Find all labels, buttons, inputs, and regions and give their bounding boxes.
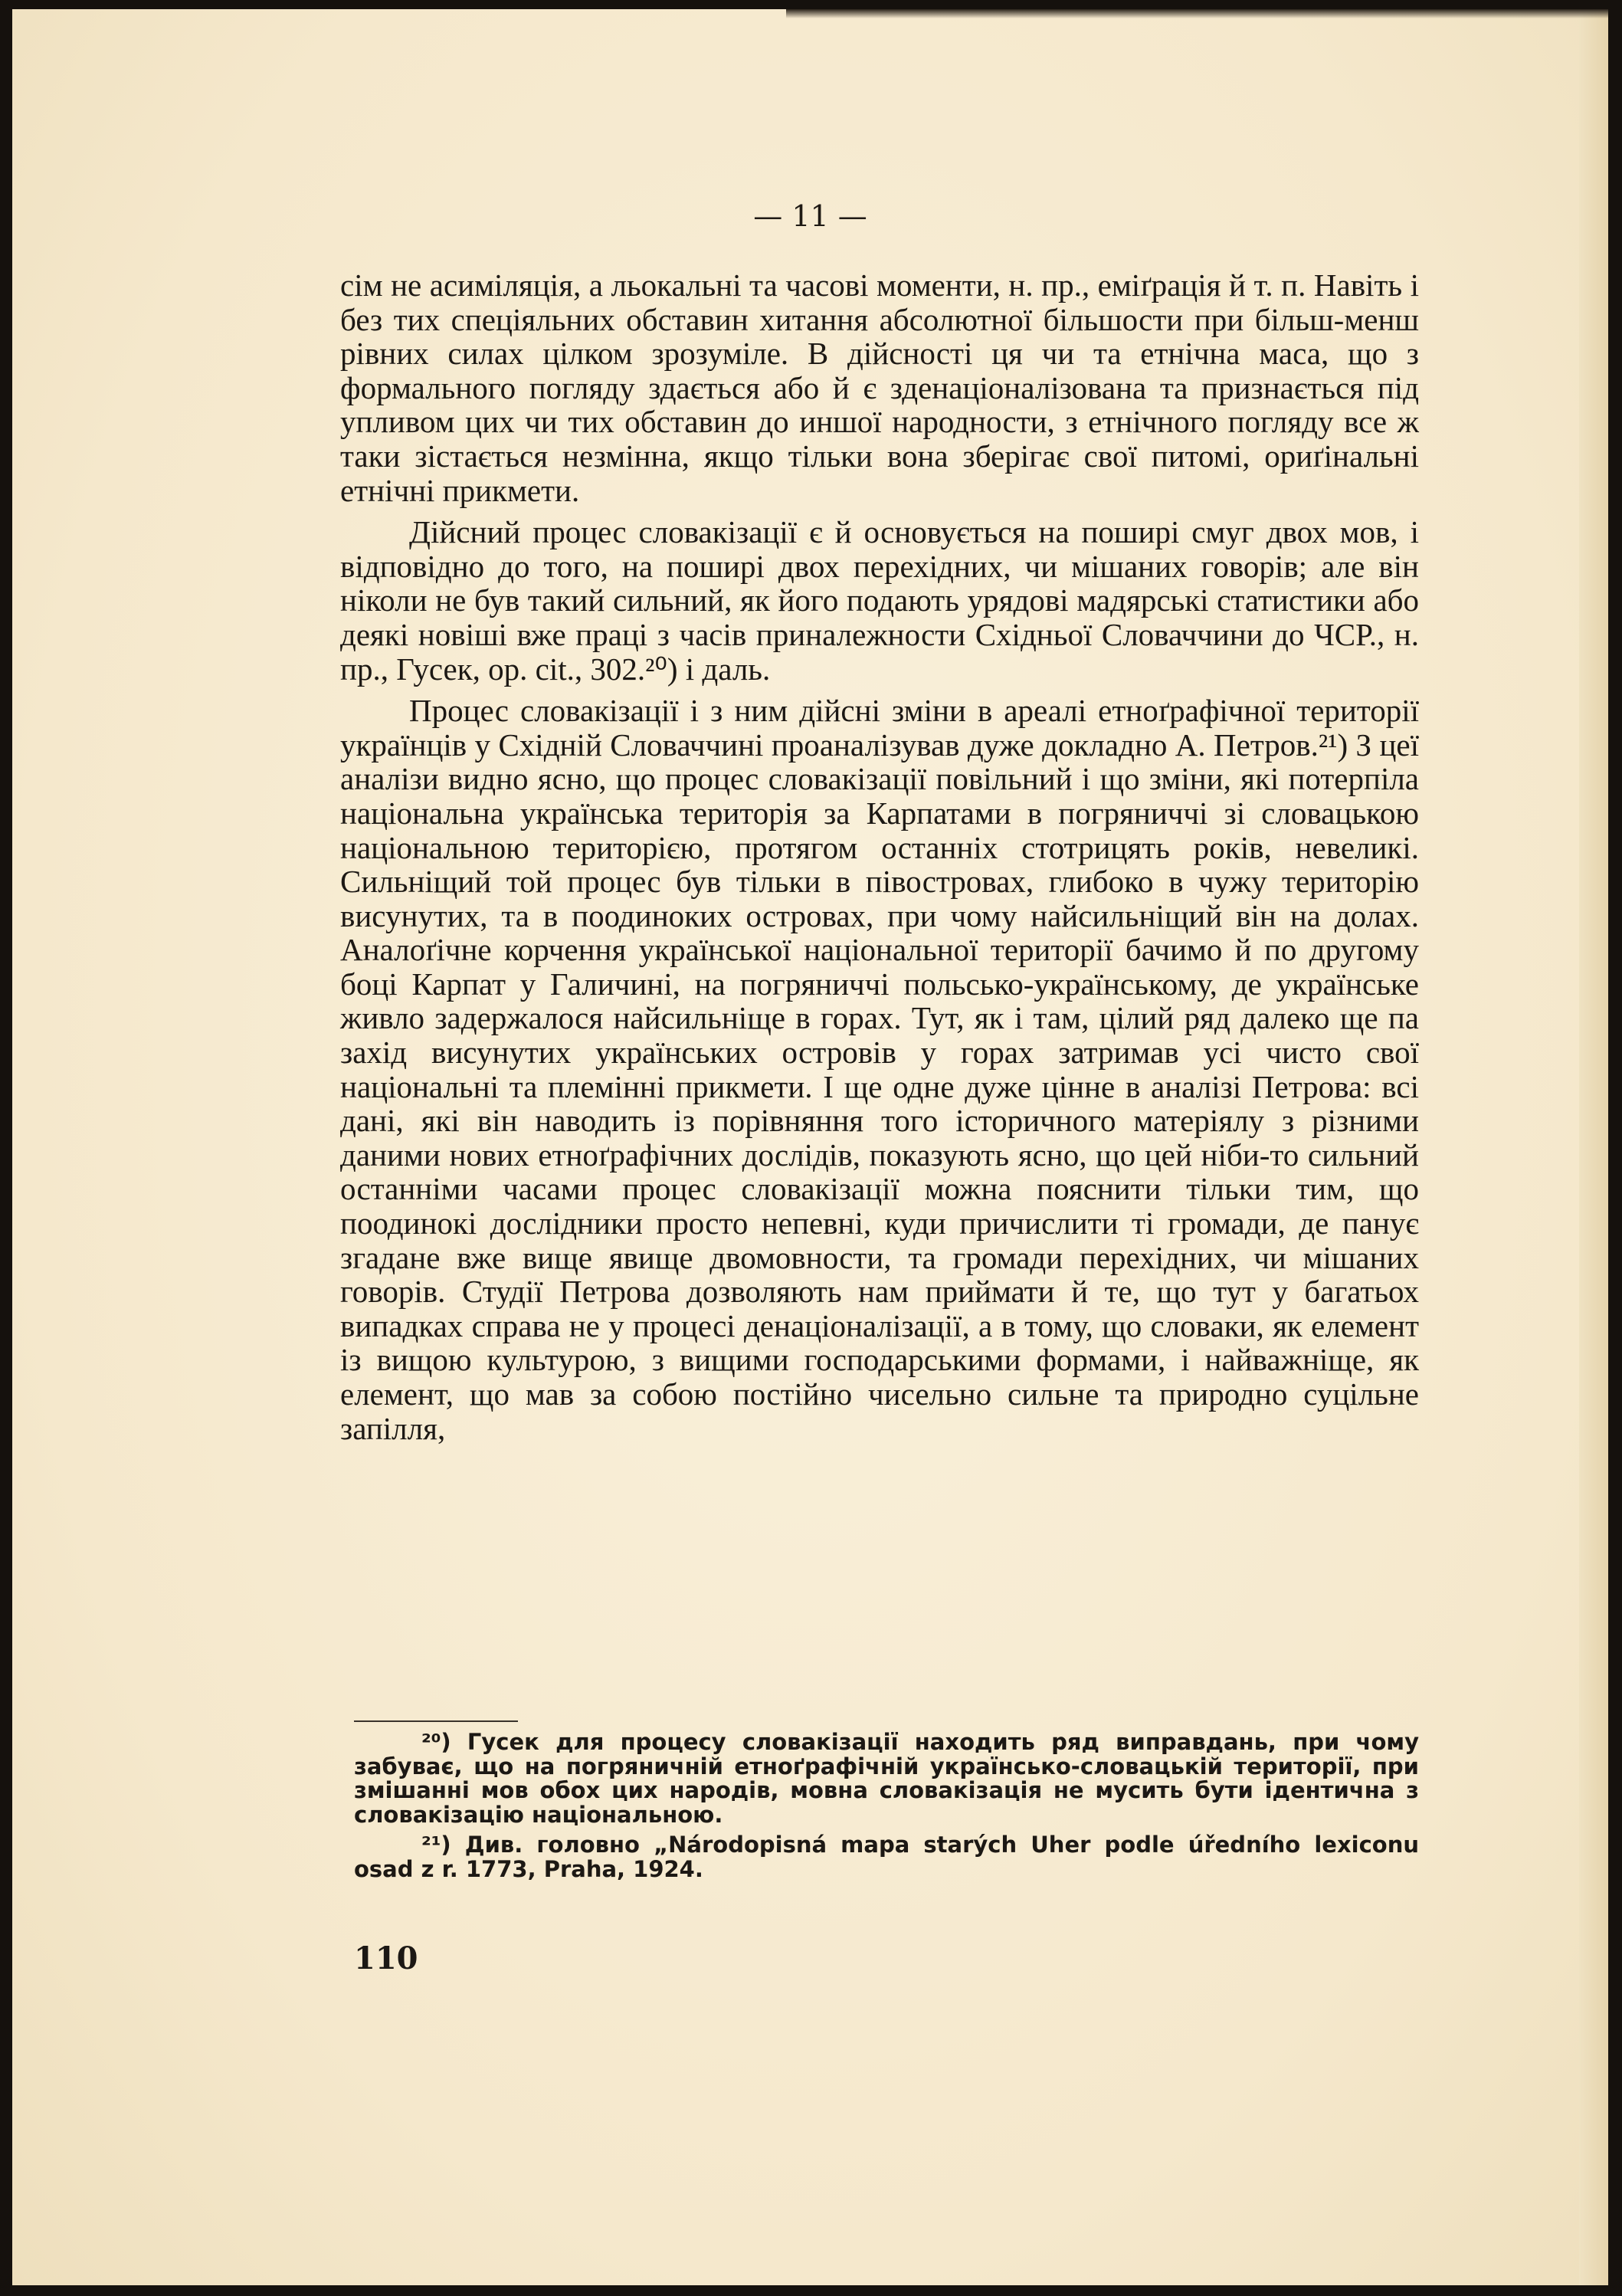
footnote-21: ²¹) Див. головно „Národopisná mapa starých Uher podle úředního lexiconu osad z r. 1773, Praha, 1924.	[354, 1832, 1419, 1882]
scanned-page	[12, 9, 1608, 2285]
page-number-header: — 11 —	[753, 199, 867, 233]
page-edge-shadow	[1579, 9, 1608, 2285]
footnote-separator	[354, 1720, 518, 1722]
main-text	[340, 268, 1419, 1453]
paragraph-3: Процес словакізації і з ним дійсні зміни в ареалі етноґрафічної території українців у Східній Словаччині проаналізував дуже докладно А. Петров.²¹) З цеї аналізи видно ясно, що процес словакізації повільний і що зміни, які потерпіла національна українська територія за Карпатами в погряниччі зі словацькою національною територією, протягом останніх стотрицять років, невеликі. Сильніщий той процес був тільки в півостровах, глибоко в чужу територію висунутих, та в поодиноких островах, при чому найсильніщий він на долах. Аналоґічне корчення української національної території бачимо й по другому боці Карпат у Галичині, на погряниччі польсько-українському, де українське живло задержалося найсильніще в горах. Тут, як і там, цілий ряд далеко ще па захід висунутих українських островів у горах затримав усі чисто свої національні та племінні прикмети. І ще одне дуже цінне в аналізі Петрова: всі дані, які він наводить із порівняння того історичного матеріялу з різними даними нових етноґрафічних дослідів, показують ясно, що цей ніби-то сильний останніми часами процес словакізації можна пояснити тільки тим, що поодинокі дослідники просто непевні, куди причислити ті громади, де панує згадане вже вище явище двомовности, та громади перехідних, чи мішаних говорів. Студії Петрова дозволяють нам приймати й те, що тут у багатьох випадках справа не у процесі денаціоналізації, а в тому, що словаки, як елемент із вищою культурою, з вищими господарськими формами, і найважніще, як елемент, що мав за собою постійно чисельно сильне та природно суцільне запілля,	[340, 693, 1419, 1446]
top-binding-shadow	[786, 9, 1608, 18]
page-number-footer: 110	[354, 1940, 418, 1976]
paragraph-2: Дійсний процес словакізації є й основується на поширі смуг двох мов, і відповідно до того, на поширі двох перехідних, чи мішаних говорів; але він ніколи не був такий сильний, як його подають урядові мадярські статистики або деякі новіші вже праці з часів приналежности Східньої Словаччини до ЧСР., н. пр., Гусек, op. cit., 302.²⁰) і даль.	[340, 514, 1419, 687]
footnotes	[354, 1730, 1419, 1888]
paragraph-1: сім не асиміляція, а льокальні та часові моменти, н. пр., еміґрація й т. п. Навіть і без тих спеціяльних обставин хитання абсолютної більшости при більш-менш рівних силах цілком зрозуміле. В дійсності ця чи та етнічна маса, що з формального погляду здається або й є зденаціоналізована та признається під упливом цих чи тих обставин до иншої народности, з етнічного погляду все ж таки зістається незмінна, якщо тільки вона зберігає свої питомі, ориґінальні етнічні прикмети.	[340, 267, 1419, 508]
footnote-20: ²⁰) Гусек для процесу словакізації находить ряд виправдань, при чому забуває, що на погряничній етноґрафічній українсько-словацькій території, при змішанні мов обох цих народів, мовна словакізація не мусить бути ідентична з словакізацію національною.	[354, 1729, 1419, 1828]
